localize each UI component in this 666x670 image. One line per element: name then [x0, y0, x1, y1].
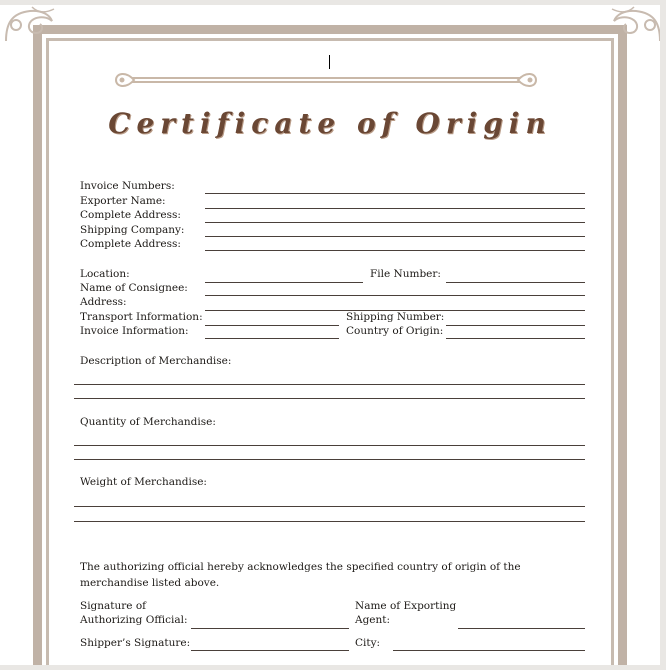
- shipping-company-field[interactable]: [205, 236, 585, 237]
- location-field[interactable]: [205, 282, 363, 283]
- shipping-number-label: Shipping Number:: [346, 311, 445, 323]
- city-label: City:: [355, 637, 381, 649]
- complete-address-2-field[interactable]: [205, 250, 585, 251]
- exporting-agent-field[interactable]: [458, 628, 585, 629]
- authorizing-official-signature-field[interactable]: [191, 628, 349, 629]
- authorizing-official-label: Authorizing Official:: [80, 614, 188, 626]
- quantity-line-1[interactable]: [74, 445, 585, 446]
- file-number-label: File Number:: [370, 268, 441, 280]
- description-line-1[interactable]: [74, 384, 585, 385]
- name-of-consignee-label: Name of Consignee:: [80, 282, 188, 294]
- complete-address-2-label: Complete Address:: [80, 238, 181, 250]
- signature-of-label: Signature of: [80, 600, 147, 612]
- shipping-number-field[interactable]: [446, 325, 585, 326]
- corner-ornament-left-icon: [2, 5, 62, 45]
- shippers-signature-label: Shipper’s Signature:: [80, 637, 191, 649]
- agent-label: Agent:: [355, 614, 391, 626]
- document-title: Certificate of Origin: [108, 107, 552, 140]
- description-of-merchandise-label: Description of Merchandise:: [80, 355, 232, 367]
- invoice-numbers-label: Invoice Numbers:: [80, 180, 175, 192]
- invoice-numbers-field[interactable]: [205, 193, 585, 194]
- exporter-name-field[interactable]: [205, 208, 585, 209]
- country-of-origin-label: Country of Origin:: [346, 325, 444, 337]
- name-of-exporting-label: Name of Exporting: [355, 600, 457, 612]
- weight-of-merchandise-label: Weight of Merchandise:: [80, 476, 207, 488]
- transport-information-field[interactable]: [205, 325, 339, 326]
- location-label: Location:: [80, 268, 130, 280]
- name-of-consignee-field[interactable]: [205, 295, 585, 296]
- shippers-signature-field[interactable]: [191, 650, 349, 651]
- quantity-line-2[interactable]: [74, 459, 585, 460]
- quantity-of-merchandise-label: Quantity of Merchandise:: [80, 416, 216, 428]
- description-line-2[interactable]: [74, 398, 585, 399]
- text-cursor: [329, 55, 330, 69]
- acknowledgement-text: The authorizing official hereby acknowledges the specified country of origin of the merchandise listed above.: [80, 561, 521, 589]
- document-page: [0, 5, 660, 665]
- invoice-information-label: Invoice Information:: [80, 325, 189, 337]
- exporter-name-label: Exporter Name:: [80, 195, 166, 207]
- weight-line-2[interactable]: [74, 521, 585, 522]
- city-field[interactable]: [393, 650, 585, 651]
- country-of-origin-field[interactable]: [446, 338, 585, 339]
- invoice-information-field[interactable]: [205, 338, 339, 339]
- title-ornament-rule-icon: [112, 69, 540, 91]
- shipping-company-label: Shipping Company:: [80, 224, 185, 236]
- complete-address-label: Complete Address:: [80, 209, 181, 221]
- file-number-field[interactable]: [446, 282, 585, 283]
- complete-address-field[interactable]: [205, 222, 585, 223]
- address-label: Address:: [80, 296, 127, 308]
- weight-line-1[interactable]: [74, 506, 585, 507]
- corner-ornament-right-icon: [604, 5, 660, 45]
- transport-information-label: Transport Information:: [80, 311, 203, 323]
